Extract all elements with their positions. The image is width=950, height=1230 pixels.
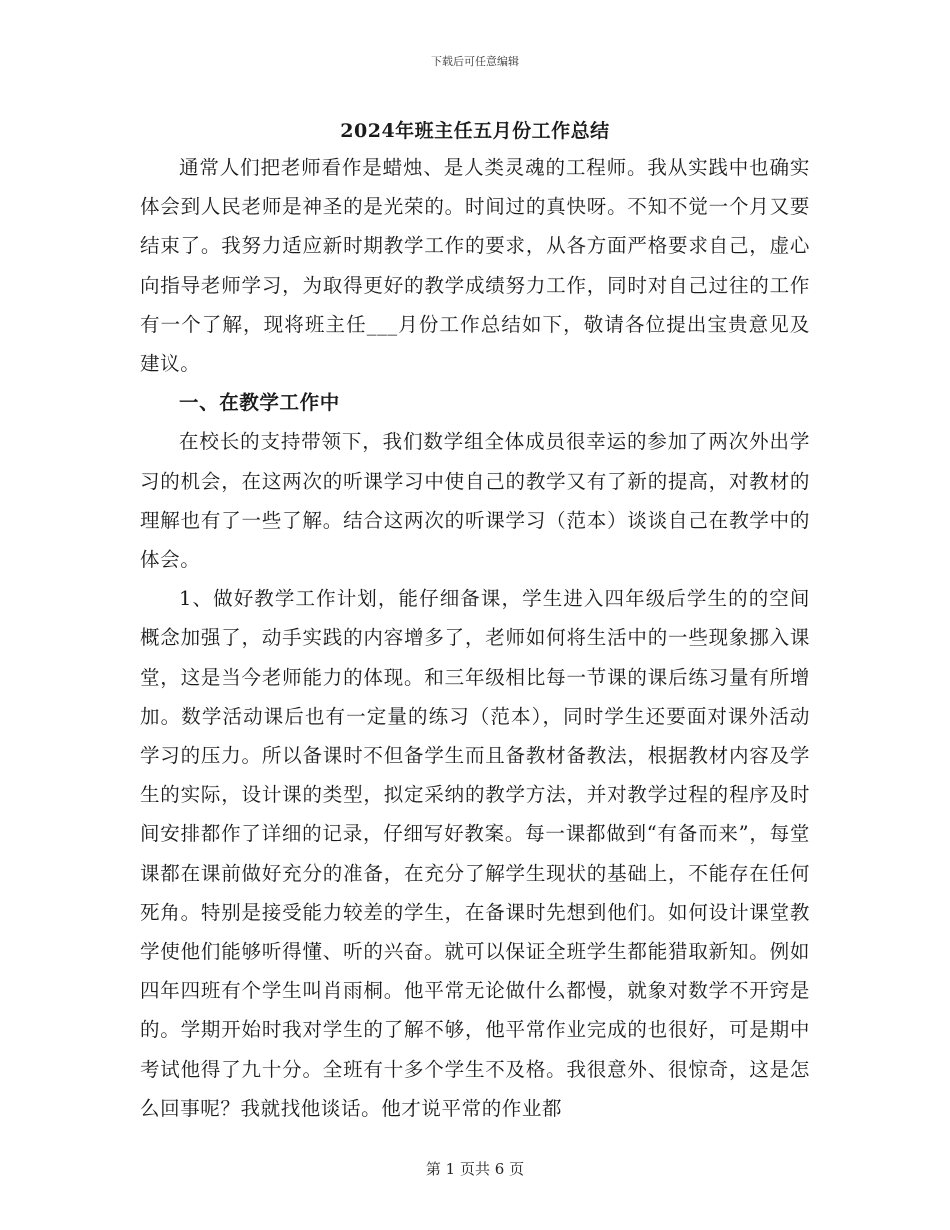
section-heading: 一、在教学工作中 [179,391,340,415]
page-header-note: 下载后可任意编辑 [431,55,519,68]
document-title: 2024年班主任五月份工作总结 [340,120,610,142]
paragraph-2: 1、做好教学工作计划，能仔细备课，学生进入四年级后学生的的空间概念加强了，动手实践的内容增多了，老师如何将生活中的一些现象挪入课堂，这是当今老师能力的体现。和三年级相比每一节课的课后练习量有所增加。数学活动课后也有一定量的练习（范本），同时学生还要面对课外活动学习的压力。所以备课时不但备学生而且备教材备教法，根据教材内容及学生的实际，设计课的类型，拟定采纳的教学方法，并对教学过程的程序及时间安排都作了详细的记录，仔细写好教案。每一课都做到“有备而来”，每堂课都在课前做好充分的准备，在充分了解学生现状的基础上，不能存在任何死角。特别是接受能力较差的学生，在备课时先想到他们。如何设计课堂教学使他们能够听得懂、听的兴奋。就可以保证全班学生都能猎取新知。例如四年四班有个学生叫肖雨桐。他平常无论做什么都慢，就象对数学不开窍是的。学期开始时我对学生的了解不够，他平常作业完成的也很好，可是期中考试他得了九十分。全班有十多个学生不及格。我很意外、很惊奇，这是怎么回事呢？我就找他谈话。他才说平常的作业都 [140,587,810,1120]
intro-paragraph: 通常人们把老师看作是蜡烛、是人类灵魂的工程师。我从实践中也确实体会到人民老师是神圣的是光荣的。时间过的真快呀。不知不觉一个月又要结束了。我努力适应新时期教学工作的要求，从各方面严格要求自己，虚心向指导老师学习，为取得更好的教学成绩努力工作，同时对自己过往的工作有一个了解，现将班主任___月份工作总结如下，敬请各位提出宝贵意见及建议。 [140,156,810,376]
paragraph-1: 在校长的支持带领下，我们数学组全体成员很幸运的参加了两次外出学习的机会，在这两次的听课学习中使自己的教学又有了新的提高，对教材的理解也有了一些了解。结合这两次的听课学习（范本）谈谈自己在教学中的体会。 [140,430,810,572]
page-number: 第 1 页共 6 页 [425,1160,525,1178]
document-body [140,148,810,1128]
